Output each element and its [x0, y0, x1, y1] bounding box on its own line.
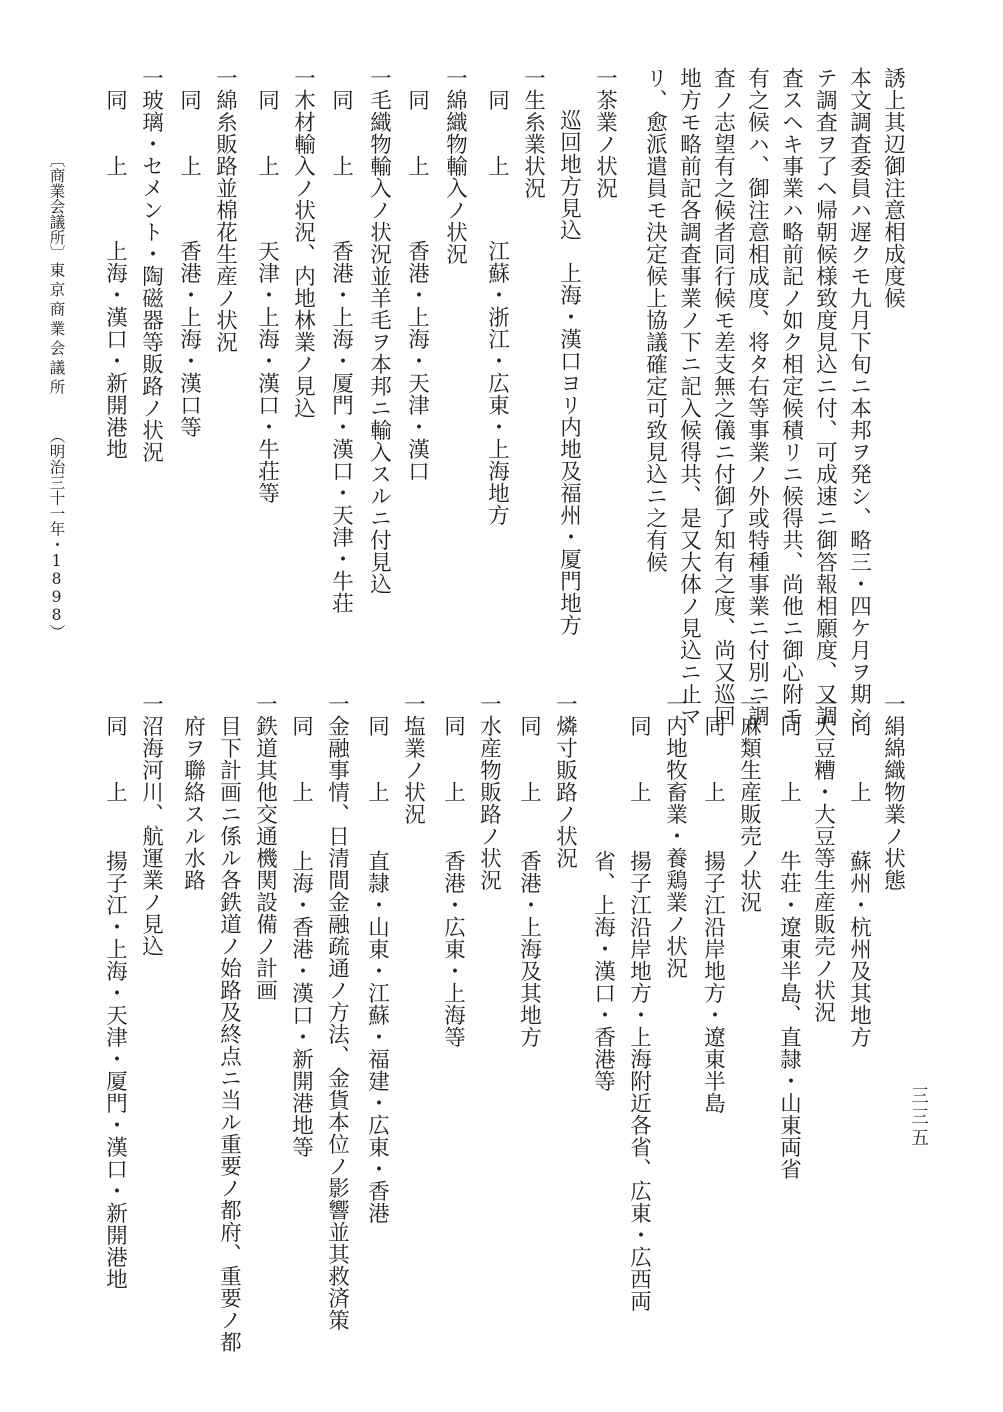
item-heading: 一玻璃・セメント・陶磁器等販路ノ状況: [138, 67, 164, 463]
item-sub: 同 上: [364, 715, 390, 803]
item-sub: 同 上: [176, 89, 202, 177]
item-place: 香港・上海・天津・漢口: [404, 240, 430, 482]
source-org: 東京商業会議所: [47, 262, 66, 399]
item-heading: 一塩業ノ状況: [400, 693, 426, 825]
item-heading: 一毛織物輸入ノ状況並羊毛ヲ本邦ニ輸入スルニ付見込: [366, 67, 392, 595]
item-place: 揚子江沿岸地方・遼東半島: [700, 850, 726, 1114]
item-place-continued: 省、上海・漢口・香港等: [590, 850, 616, 1092]
body-line: 有之候ハ、御注意相成度、将タ右等事業ノ外或特種事業ニ付別ニ調: [744, 67, 770, 727]
item-heading: 一麻類生産販売ノ状況: [736, 693, 762, 913]
item-sub: 同 上: [102, 715, 128, 803]
body-line: 本文調査委員ハ遅クモ九月下旬ニ本邦ヲ発シ、略三・四ケ月ヲ期シ: [846, 67, 872, 727]
item-sub: 同 上: [254, 89, 280, 177]
item-place: 香港・上海・漢口等: [176, 240, 202, 438]
source-date: （明治三十一年・1898）: [47, 428, 66, 640]
item-place: 上海・香港・漢口・新開港地等: [288, 850, 314, 1158]
item-sub: 巡回地方見込: [556, 109, 582, 241]
item-place: 目下計画ニ係ル各鉄道ノ始路及終点ニ当ル重要ノ都府、重要ノ都: [216, 715, 242, 1353]
item-sub: 同 上: [626, 715, 652, 803]
body-line: 査スヘキ事業ハ略前記ノ如ク相定候積リニ候得共、尚他ニ御心附モ: [778, 67, 804, 727]
item-place: 上海・漢口・新開港地: [102, 240, 128, 460]
item-place: 香港・上海及其地方: [516, 850, 542, 1048]
item-sub: 同 上: [288, 715, 314, 803]
body-line: 査ノ志望有之候者同行候モ差支無之儀ニ付御了知有之度、尚又巡回: [710, 67, 736, 727]
body-line: 地方モ略前記各調査事業ノ下ニ記入候得共、是又大体ノ見込ニ止マ: [676, 67, 702, 727]
item-heading: 一茶業ノ状況: [592, 67, 618, 199]
item-place: 蘇州・杭州及其地方: [846, 850, 872, 1048]
body-line: テ調査ヲ了ヘ帰朝候様致度見込ニ付、可成速ニ御答報相願度、又調: [812, 67, 838, 727]
item-heading: 一生糸業状況: [520, 67, 546, 199]
item-place: 直隷・山東・江蘇・福建・広東・香港: [364, 850, 390, 1224]
item-place: 牛荘・遼東半島、直隷・山東両省: [776, 850, 802, 1180]
item-sub: 同 上: [102, 89, 128, 177]
item-heading: 一金融事情、日清間金融疏通ノ方法、金貨本位ノ影響並其救済策: [324, 693, 350, 1331]
item-sub: 同 上: [328, 89, 354, 177]
item-place: 揚子江・上海・天津・厦門・漢口・新開港地: [102, 850, 128, 1290]
item-heading: 一絹綿織物業ノ状態: [880, 693, 906, 891]
item-sub: 同 上: [846, 715, 872, 803]
item-sub: 同 上: [516, 715, 542, 803]
item-place: 上海・漢口ヨリ内地及福州・厦門地方: [556, 262, 582, 636]
item-heading: 一水産物販路ノ状況: [476, 693, 502, 891]
page-number: 三三五: [908, 1086, 929, 1149]
item-heading: 一綿糸販路並棉花生産ノ状況: [212, 67, 238, 353]
item-heading: 一燐寸販路ノ状況: [552, 693, 578, 869]
heading-line: 誘上其辺御注意相成度候: [880, 67, 906, 309]
item-heading: 一綿織物輸入ノ状況: [442, 67, 468, 265]
item-place: 香港・広東・上海等: [440, 850, 466, 1048]
item-heading: 一鉄道其他交通機関設備ノ計画: [252, 693, 278, 1001]
item-heading: 一大豆糟・大豆等生産販売ノ状況: [810, 693, 836, 1023]
source-bracket: 〔商業会議所〕: [47, 152, 66, 261]
item-heading: 一木材輸入ノ状況、内地林業ノ見込: [290, 67, 316, 419]
item-heading: 一沼海河川、航運業ノ見込: [138, 693, 164, 957]
item-sub: 同 上: [404, 89, 430, 177]
item-sub: 同 上: [440, 715, 466, 803]
item-place-continued: 府ヲ聯絡スル水路: [180, 715, 206, 891]
item-sub: 同 上: [484, 89, 510, 177]
item-place: 天津・上海・漢口・牛荘等: [254, 240, 280, 504]
item-sub: 同 上: [700, 715, 726, 803]
item-sub: 同 上: [776, 715, 802, 803]
item-place: 香港・上海・厦門・漢口・天津・牛荘: [328, 240, 354, 614]
body-line: リ、愈派遣員モ決定候上協議確定可致見込ニ之有候: [642, 67, 668, 573]
item-place: 揚子江沿岸地方・上海附近各省、広東・広西両: [626, 850, 652, 1312]
item-place: 江蘇・浙江・広東・上海地方: [484, 240, 510, 526]
item-heading: 一内地牧畜業・養鶏業ノ状況: [662, 693, 688, 979]
